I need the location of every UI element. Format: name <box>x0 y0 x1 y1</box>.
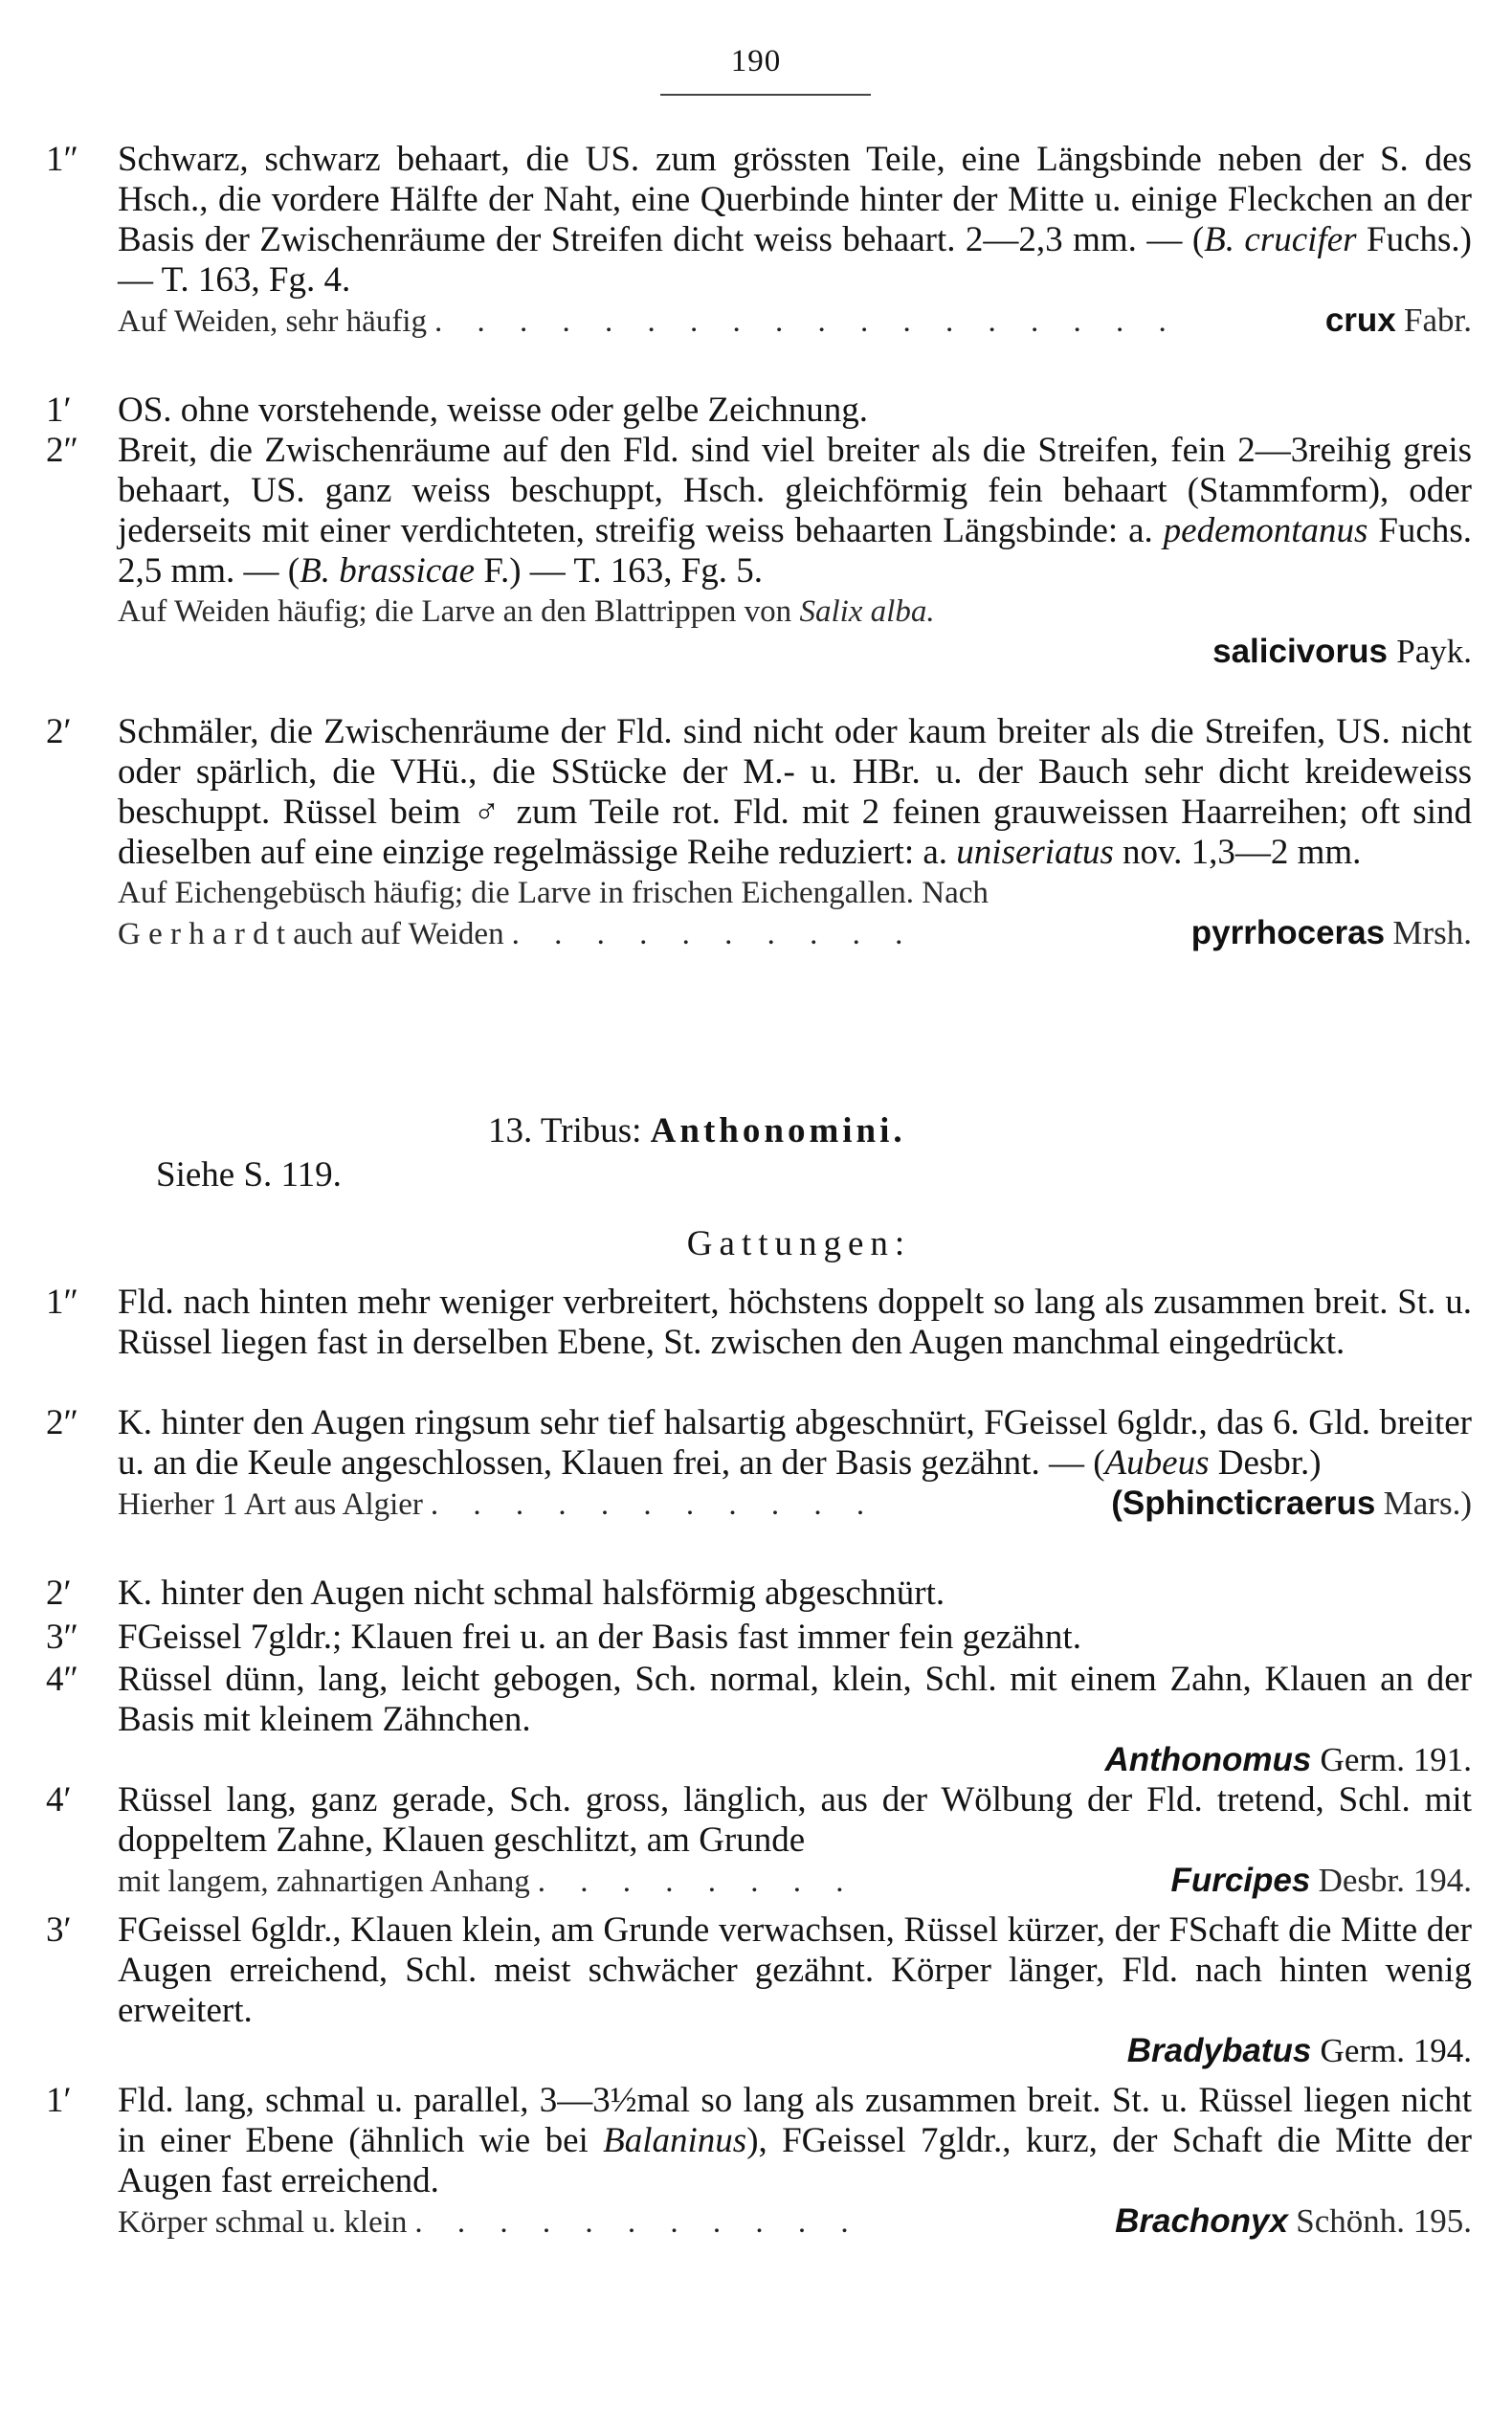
author-name: Germ. 191. <box>1320 1741 1472 1778</box>
entry-description: Schmäler, die Zwischenräume der Fld. sind nicht oder kaum breiter als die Streifen, US. nicht oder spärlich, die VHü., die SStücke der M.- u. HBr. u. der Bauch sehr dicht kreideweiss beschuppt. Rüssel beim ♂ zum Teile rot. Fld. mit 2 feinen grauweissen Haarreihen; oft sind dieselben auf eine einzige regelmässige Reihe reduziert: a. uniseriatus nov. 1,3—2 mm. <box>118 712 1472 872</box>
taxon-line <box>118 1740 1472 1780</box>
author-name: Payk. <box>1396 633 1472 670</box>
description-end: mit langem, zahnartigen Anhang <box>118 1865 530 1899</box>
genus-name: Furcipes <box>1170 1862 1311 1899</box>
entry-description: FGeissel 6gldr., Klauen klein, am Grunde verwachsen, Rüssel kürzer, der FSchaft die Mitte der Augen erreichend, Schl. meist schwächer gezähnt. Körper länger, Fld. nach hinten wenig erweitert. <box>118 1910 1472 2030</box>
locality-text: Auf Weiden, sehr häufig <box>118 304 427 339</box>
locality-text: G e r h a r d t auch auf Weiden <box>118 917 504 951</box>
species-name: pyrrhoceras <box>1190 914 1386 951</box>
description-end: Körper schmal u. klein <box>118 2205 408 2240</box>
entry-description: Fld. nach hinten mehr weniger verbreitert, höchstens doppelt so lang als zusammen breit. St. u. Rüssel liegen fast in derselben Ebene, St. zwischen den Augen manchmal eingedrückt. <box>118 1283 1472 1362</box>
genera-heading: Gattungen: <box>686 1224 912 1263</box>
entry-description: Fld. lang, schmal u. parallel, 3—3½mal so lang als zusammen breit. St. u. Rüssel liegen nicht in einer Ebene (ähnlich wie bei Balaninus), FGeissel 7gldr., kurz, der Schaft die Mitte der Augen fast erreichend. <box>118 2081 1472 2200</box>
genus-name: Anthonomus <box>1104 1741 1312 1778</box>
entry-description: K. hinter den Augen nicht schmal halsförmig abgeschnürt. <box>118 1574 945 1613</box>
locality-line <box>118 913 1472 954</box>
genus-name: (Sphincticraerus <box>1111 1485 1376 1522</box>
author-name: Mrsh. <box>1392 914 1472 951</box>
author-name: Germ. 194. <box>1320 2032 1472 2069</box>
key-number: 1′ <box>46 2081 72 2120</box>
genus-name: Bradybatus <box>1126 2032 1312 2069</box>
cross-reference: Siehe S. 119. <box>156 1155 342 1195</box>
entry-description: Rüssel dünn, lang, leicht gebogen, Sch. normal, klein, Schl. mit einem Zahn, Klauen an der Basis mit kleinem Zähnchen. <box>118 1660 1472 1739</box>
genus-key-brachonyx <box>46 2081 1472 2243</box>
leader-dots: . . . . . . . . . . . <box>430 1487 878 1522</box>
locality-line <box>118 1484 1472 1525</box>
locality-text: Auf Weiden häufig; die Larve an den Blattrippen von Salix alba. <box>118 594 935 629</box>
genus-key-2prime <box>46 1574 1472 1614</box>
key-number: 4″ <box>46 1660 78 1699</box>
key-entry-salicivorus <box>46 431 1472 672</box>
header-rule <box>660 94 871 96</box>
key-number: 2″ <box>46 1403 78 1442</box>
key-number: 2′ <box>46 712 72 751</box>
synonym-name: B. brassicae <box>300 551 476 591</box>
tribus-label: 13. Tribus: <box>488 1111 642 1150</box>
entry-description: Breit, die Zwischenräume auf den Fld. sind viel breiter als die Streifen, fein 2—3reihig greis behaart, US. ganz weiss beschuppt, Hsch. gleichförmig fein behaart (Stammform), oder jederseits mit einer verdichteten, streifig weiss behaarten Längsbinde: a. pedemontanus Fuchs. 2,5 mm. — (B. brassicae F.) — T. 163, Fg. 5. <box>118 431 1472 591</box>
key-entry-pyrrhoceras <box>46 712 1472 954</box>
genus-key-sphincticraerus <box>46 1403 1472 1525</box>
tribus-name: Anthonomini. <box>650 1111 906 1150</box>
author-name: Fabr. <box>1404 301 1472 339</box>
variety-name: uniseriatus <box>956 833 1114 872</box>
genus-key-furcipes <box>46 1780 1472 1902</box>
locality-text: Auf Eichengebüsch häufig; die Larve in frischen Eichengallen. Nach <box>118 876 989 910</box>
genus-key-bradybatus <box>46 1910 1472 2071</box>
entry-description: OS. ohne vorstehende, weisse oder gelbe Zeichnung. <box>118 391 868 430</box>
locality-line <box>118 592 1472 632</box>
entry-description: Schwarz, schwarz behaart, die US. zum grössten Teile, eine Längsbinde neben der S. des Hsch., die vordere Hälfte der Naht, eine Querbinde hinter der Mitte u. einige Fleckchen an der Basis der Zwischenräume der Streifen dicht weiss behaart. 2—2,3 mm. — (B. crucifer Fuchs.) — T. 163, Fg. 4. <box>118 140 1472 300</box>
taxon-line <box>118 2031 1472 2071</box>
page-number: 190 <box>730 44 782 78</box>
key-number: 2′ <box>46 1574 72 1613</box>
entry-description: K. hinter den Augen ringsum sehr tief halsartig abgeschnürt, FGeissel 6gldr., das 6. Gld. breiter u. an die Keule angeschlossen, Klauen frei, an der Basis gezähnt. — (Aubeus Desbr.) <box>118 1403 1472 1483</box>
author-name: Desbr. 194. <box>1318 1862 1472 1899</box>
synonym-name: Aubeus <box>1104 1443 1210 1483</box>
host-plant-name: Salix alba. <box>799 594 935 629</box>
leader-dots: . . . . . . . . . . . . . . . . . . <box>434 304 1180 339</box>
entry-description: FGeissel 7gldr.; Klauen frei u. an der Basis fast immer fein gezähnt. <box>118 1618 1081 1657</box>
species-name: crux <box>1324 301 1396 339</box>
key-number: 1″ <box>46 140 78 179</box>
genus-key-3 <box>46 1618 1472 1658</box>
author-name: Mars.) <box>1383 1485 1472 1522</box>
genus-reference: Balaninus <box>603 2121 747 2160</box>
key-number: 4′ <box>46 1780 72 1820</box>
leader-dots: . . . . . . . . . . . <box>414 2205 862 2240</box>
leader-dots: . . . . . . . . . . <box>511 917 917 951</box>
leader-dots: . . . . . . . . <box>537 1865 857 1899</box>
author-name: Schönh. 195. <box>1296 2202 1472 2240</box>
locality-line <box>118 2201 1472 2243</box>
variety-name: pedemontanus <box>1163 511 1368 550</box>
species-name: salicivorus <box>1212 633 1388 670</box>
tribus-heading <box>488 1110 906 1151</box>
synonym-name: B. crucifer <box>1204 220 1357 259</box>
locality-text: Hierher 1 Art aus Algier <box>118 1487 423 1522</box>
genus-name: Brachonyx <box>1115 2202 1288 2240</box>
key-number: 2″ <box>46 431 78 470</box>
key-entry-1prime <box>46 391 1472 431</box>
locality-line <box>118 1861 1472 1902</box>
locality-line <box>118 301 1472 342</box>
key-number: 3′ <box>46 1910 72 1950</box>
key-number: 1″ <box>46 1283 78 1322</box>
genus-key-1 <box>46 1283 1472 1363</box>
key-entry-crux <box>46 140 1472 342</box>
entry-description: Rüssel lang, ganz gerade, Sch. gross, länglich, aus der Wölbung der Fld. tretend, Schl. mit doppeltem Zahne, Klauen geschlitzt, am Grunde <box>118 1780 1472 1860</box>
key-number: 3″ <box>46 1618 78 1657</box>
key-number: 1′ <box>46 391 72 430</box>
taxon-line <box>118 632 1472 672</box>
locality-line <box>118 873 1472 913</box>
genus-key-anthonomus <box>46 1660 1472 1780</box>
